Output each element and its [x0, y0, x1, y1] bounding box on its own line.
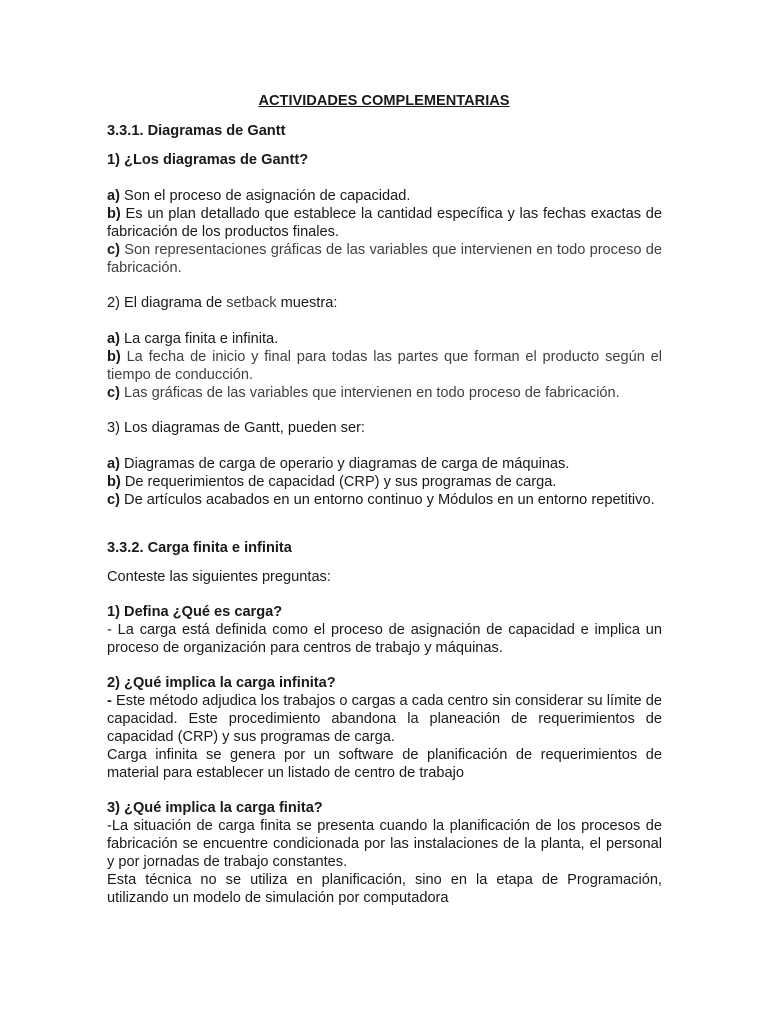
question-heading: 1) Defina ¿Qué es carga?	[107, 604, 283, 620]
option-c	[107, 491, 662, 509]
option-text: De artículos acabados en un entorno continuo y Módulos en un entorno repetitivo.	[119, 492, 655, 508]
option-a	[107, 187, 662, 205]
option-label: a)	[107, 331, 120, 347]
option-label: c)	[107, 242, 120, 258]
document-title: ACTIVIDADES COMPLEMENTARIAS	[258, 93, 510, 109]
question-keyword: setback	[226, 295, 277, 311]
question-3-gantt-types: 3) Los diagramas de Gantt, pueden ser:	[107, 420, 365, 436]
answer-text	[107, 692, 662, 746]
option-text: Diagramas de carga de operario y diagramas de carga de máquinas.	[119, 456, 570, 472]
answer-text-2: Esta técnica no se utiliza en planificación, sino en la etapa de Programación, utilizando un modelo de simulación por computadora	[107, 872, 662, 906]
option-label: b)	[107, 206, 121, 222]
question-1-gantt: 1) ¿Los diagramas de Gantt?	[107, 152, 309, 168]
section-intro: Conteste las siguientes preguntas:	[107, 569, 331, 585]
option-label: a)	[107, 456, 120, 472]
option-c	[107, 241, 662, 277]
section-heading-gantt: 3.3.1. Diagramas de Gantt	[107, 123, 286, 139]
question-text: muestra:	[276, 295, 338, 311]
question-3-options	[107, 455, 662, 509]
option-a	[107, 455, 662, 473]
option-text: Son el proceso de asignación de capacidad.	[119, 188, 411, 204]
option-label: b)	[107, 474, 121, 490]
answer-text-2: Carga infinita se genera por un software de planificación de requerimientos de material para establecer un listado de centro de trabajo	[107, 747, 662, 781]
option-text: La carga finita e infinita.	[119, 331, 279, 347]
answer-text: - La carga está definida como el proceso de asignación de capacidad e implica un proceso de organización para centros de trabajo y máquinas.	[107, 622, 662, 656]
option-b	[107, 473, 662, 491]
question-2-carga-infinita	[107, 674, 662, 782]
section-heading-carga: 3.3.2. Carga finita e infinita	[107, 540, 292, 556]
option-label: c)	[107, 385, 120, 401]
option-text: De requerimientos de capacidad (CRP) y sus programas de carga.	[120, 474, 557, 490]
option-label: b)	[107, 349, 121, 365]
option-label: c)	[107, 492, 120, 508]
question-3-carga-finita	[107, 799, 662, 907]
question-heading: 3) ¿Qué implica la carga finita?	[107, 800, 323, 816]
question-2-setback	[107, 294, 662, 312]
question-heading: 2) ¿Qué implica la carga infinita?	[107, 675, 336, 691]
question-2-options	[107, 330, 662, 402]
question-1-options	[107, 187, 662, 277]
option-c	[107, 384, 662, 402]
option-a	[107, 330, 662, 348]
option-text: La fecha de inicio y final para todas las partes que forman el producto según el tiempo de conducción.	[107, 349, 662, 383]
option-label: a)	[107, 188, 120, 204]
option-text: Las gráficas de las variables que intervienen en todo proceso de fabricación.	[119, 385, 620, 401]
option-b	[107, 348, 662, 384]
answer-text: -La situación de carga finita se presenta cuando la planificación de los procesos de fabricación se encuentre condicionada por las instalaciones de la planta, el personal y por jornadas de trabajo constantes.	[107, 818, 662, 870]
question-text: 2) El diagrama de	[107, 295, 227, 311]
question-1-carga	[107, 603, 662, 657]
option-text: Son representaciones gráficas de las variables que intervienen en todo proceso de fabricación.	[107, 242, 662, 276]
option-text: Es un plan detallado que establece la cantidad específica y las fechas exactas de fabricación de los productos finales.	[107, 206, 662, 240]
answer-body: Este método adjudica los trabajos o cargas a cada centro sin considerar su límite de capacidad. Este procedimiento abandona la planeación de requerimientos de capacidad (CRP) y sus programas de carga.	[107, 693, 662, 745]
option-b	[107, 205, 662, 241]
answer-dash: -	[107, 693, 112, 709]
